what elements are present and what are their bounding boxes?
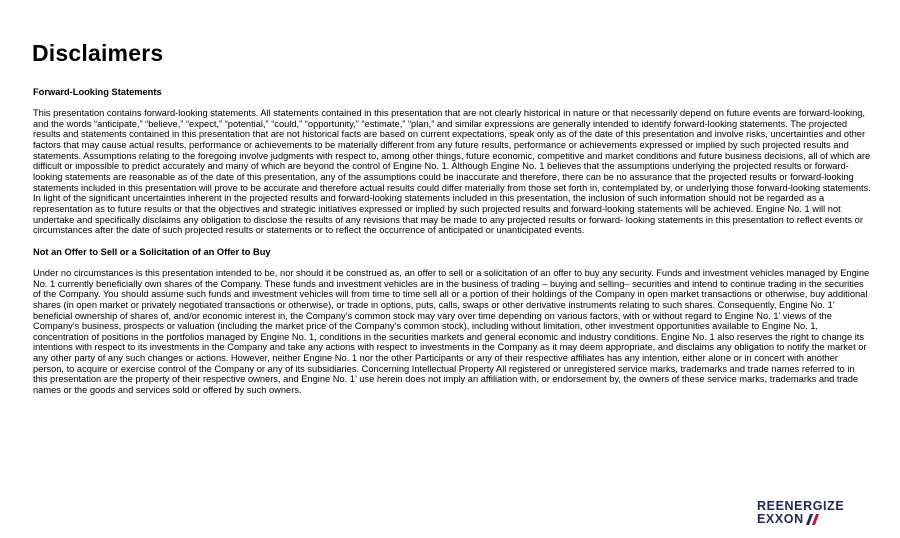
forward-looking-heading: Forward-Looking Statements <box>33 87 162 97</box>
forward-looking-section <box>33 87 871 236</box>
not-an-offer-heading: Not an Offer to Sell or a Solicitation of an Offer to Buy <box>33 246 271 257</box>
logo-slashes-icon <box>806 514 820 525</box>
disclaimer-body <box>33 87 871 407</box>
not-an-offer-paragraph: Under no circumstances is this presentation intended to be, nor should it be construed as, an offer to sell or a solicitation of an offer to buy any security. Funds and investment vehicles managed by Engine No. 1 currently beneficially own shares of the Company. These funds and investment vehicles are in the business of trading – buying and selling– securities and intend to continue trading in the securities of the Company. You should assume such funds and investment vehicles will from time to time sell all or a portion of their holdings of the Company in open market transactions or otherwise, buy additional shares (in open market or privately negotiated transactions or otherwise), or trade in options, puts, calls, swaps or other derivative instruments relating to such shares. Consequently, Engine No. 1’ beneficial ownership of shares of, and/or economic interest in, the Company’s common stock may vary over time depending on various factors, with or without regard to Engine No. 1’ views of the Company’s business, prospects or valuation (including the market price of the Company’s common stock), including without limitation, other investment opportunities available to Engine No. 1, concentration of positions in the portfolios managed by Engine No. 1, conditions in the securities markets and general economic and industry conditions. Engine No. 1 also reserves the right to change its intentions with respect to its investments in the Company and take any actions with respect to investments in the Company as it may deem appropriate, and disclaims any obligation to notify the market or any other party of any such changes or actions. However, neither Engine No. 1 nor the other Participants or any of their respective affiliates has any intention, either alone or in concert with another person, to acquire or exercise control of the Company or any of its subsidiaries. Concerning Intellectual Property All registered or unregistered service marks, trademarks and trade names referred to in this presentation are the property of their respective owners, and Engine No. 1’ use herein does not imply an affiliation with, or endorsement by, the owners of these service marks, trademarks and trade names or the goods and services sold or offered by such owners. <box>33 267 870 396</box>
reenergize-exxon-logo <box>757 500 871 526</box>
forward-looking-paragraph: This presentation contains forward-looking statements. All statements contained in this presentation that are not clearly historical in nature or that necessarily depend on future events are forward-looking, and the words “anticipate,” “believe,” “expect,” “potential,” “could,” “opportunity,” “estimate,” “plan,” and similar expressions are generally intended to identify forward-looking statements. The projected results and statements contained in this presentation that are not historical facts are based on current expectations, speak only as of the date of this presentation and involve risks, uncertainties and other factors that may cause actual results, performance or achievements to be materially different from any future results, performance or achievements expressed or implied by such projected results and statements. Assumptions relating to the foregoing involve judgments with respect to, among other things, future economic, competitive and market conditions and future business decisions, all of which are difficult or impossible to predict accurately and many of which are beyond the control of Engine No. 1. Although Engine No. 1 believes that the assumptions underlying the projected results or forward-looking statements are reasonable as of the date of this presentation, any of the assumptions could be inaccurate and therefore, there can be no assurance that the projected results or forward-looking statements included in this presentation will prove to be accurate and therefore actual results could differ materially from those set forth in, contemplated by, or underlying those forward-looking statements. In light of the significant uncertainties inherent in the projected results and forward-looking statements included in this presentation, the inclusion of such information should not be regarded as a representation as to future results or that the objectives and strategic initiatives expressed or implied by such projected results and forward-looking statements will be achieved. Engine No. 1 will not undertake and specifically disclaims any obligation to disclose the results of any revisions that may be made to any projected results or forward- looking statements in this presentation to reflect events or circumstances after the date of such projected results or statements or to reflect the occurrence of anticipated or unanticipated events. <box>33 108 871 236</box>
logo-slash-right <box>812 514 819 525</box>
logo-text-exxon: EXXON <box>757 512 804 526</box>
not-an-offer-section <box>33 247 871 396</box>
page-title: Disclaimers <box>32 40 164 66</box>
logo-slash-left <box>806 514 813 525</box>
logo-text-reenergize: REENERGIZE <box>757 499 845 513</box>
